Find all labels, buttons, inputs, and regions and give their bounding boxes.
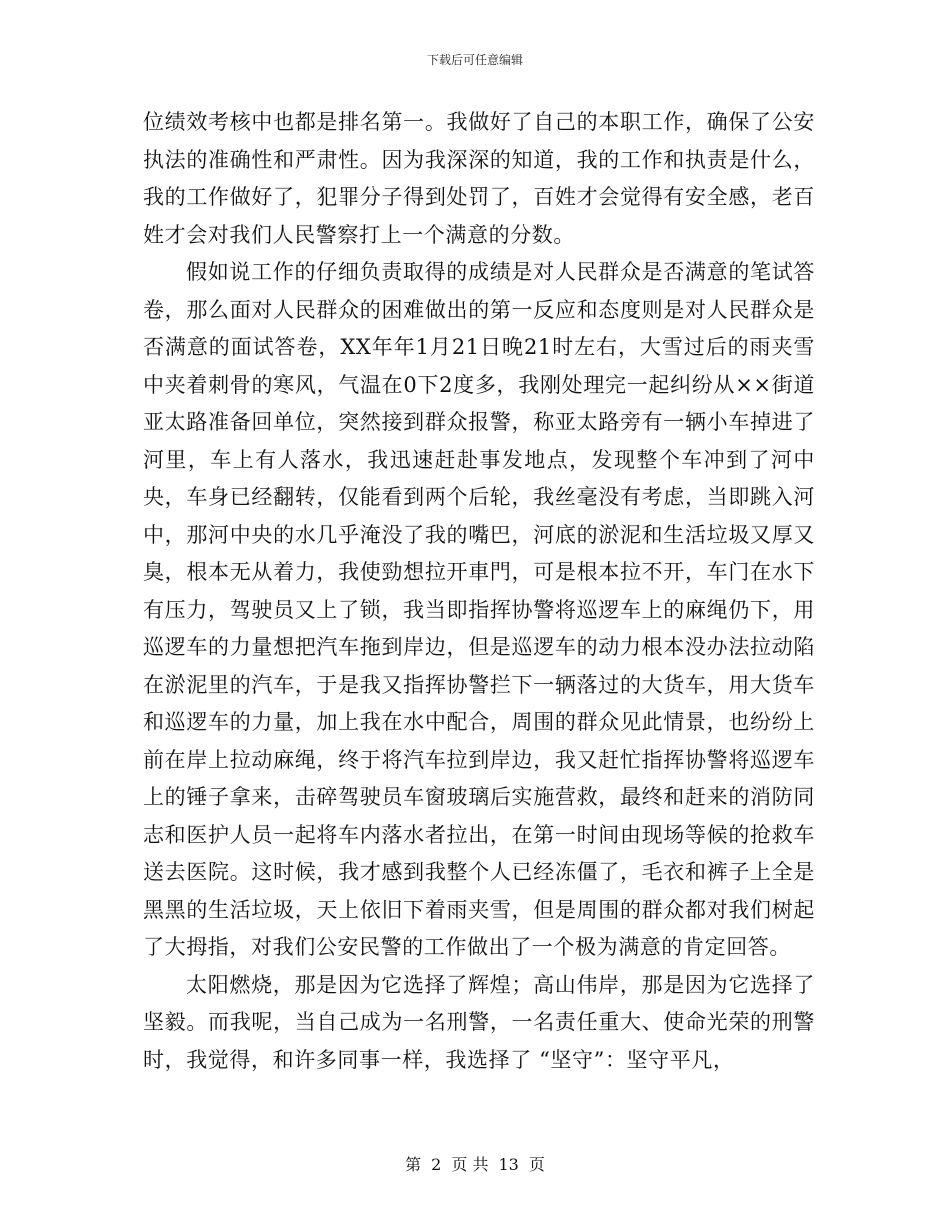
paragraph-3: 太阳燃烧，那是因为它选择了辉煌；高山伟岸，那是因为它选择了坚毅。而我呢，当自己成为一名刑警，一名责任重大、使命光荣的刑警时，我觉得，和许多同事一样，我选择了 “坚守”：坚守平凡， <box>143 972 815 1072</box>
document-body <box>143 104 815 1079</box>
total-page-count: 13 <box>498 1155 519 1174</box>
footer-prefix: 第 <box>405 1155 422 1174</box>
footer-suffix: 页 <box>528 1155 545 1174</box>
page-header: 下载后可任意编辑 <box>426 53 523 67</box>
page-footer <box>0 1154 950 1176</box>
footer-middle: 页 共 <box>451 1155 489 1174</box>
paragraph-1: 位绩效考核中也都是排名第一。我做好了自己的本职工作，确保了公安执法的准确性和严肃性。因为我深深的知道，我的工作和执责是什么，我的工作做好了，犯罪分子得到处罚了，百姓才会觉得有安全感，老百姓才会对我们人民警察打上一个满意的分数。 <box>143 110 815 247</box>
current-page-number: 2 <box>431 1155 442 1174</box>
paragraph-2: 假如说工作的仔细负责取得的成绩是对人民群众是否满意的笔试答卷，那么面对人民群众的困难做出的第一反应和态度则是对人民群众是否满意的面试答卷，XX年年1月21日晚21时左右，大雪过后的雨夹雪中夹着刺骨的寒风，气温在0下2度多，我刚处理完一起纠纷从××街道亚太路准备回单位，突然接到群众报警，称亚太路旁有一辆小车掉进了河里，车上有人落水，我迅速赶赴事发地点，发现整个车冲到了河中央，车身已经翻转，仅能看到两个后轮，我丝毫没有考虑，当即跳入河中，那河中央的水几乎淹没了我的嘴巴，河底的淤泥和生活垃圾又厚又臭，根本无从着力，我使勁想拉开車門，可是根本拉不开，车门在水下有压力，驾驶员又上了锁，我当即指挥协警将巡逻车上的麻绳仍下，用巡逻车的力量想把汽车拖到岸边，但是巡逻车的动力根本没办法拉动陷在淤泥里的汽车，于是我又指挥协警拦下一辆落过的大货车，用大货车和巡逻车的力量，加上我在水中配合，周围的群众见此情景，也纷纷上前在岸上拉动麻绳，终于将汽车拉到岸边，我又赶忙指挥协警将巡逻车上的锤子拿来，击碎驾驶员车窗玻璃后实施营救，最终和赶来的消防同志和医护人员一起将车内落水者拉出，在第一时间由现场等候的抢救车送去医院。这时候，我才感到我整个人已经冻僵了，毛衣和裤子上全是黑黑的生活垃圾，天上依旧下着雨夹雪，但是周围的群众都对我们树起了大拇指，对我们公安民警的工作做出了一个极为满意的肯定回答。 <box>143 260 815 959</box>
